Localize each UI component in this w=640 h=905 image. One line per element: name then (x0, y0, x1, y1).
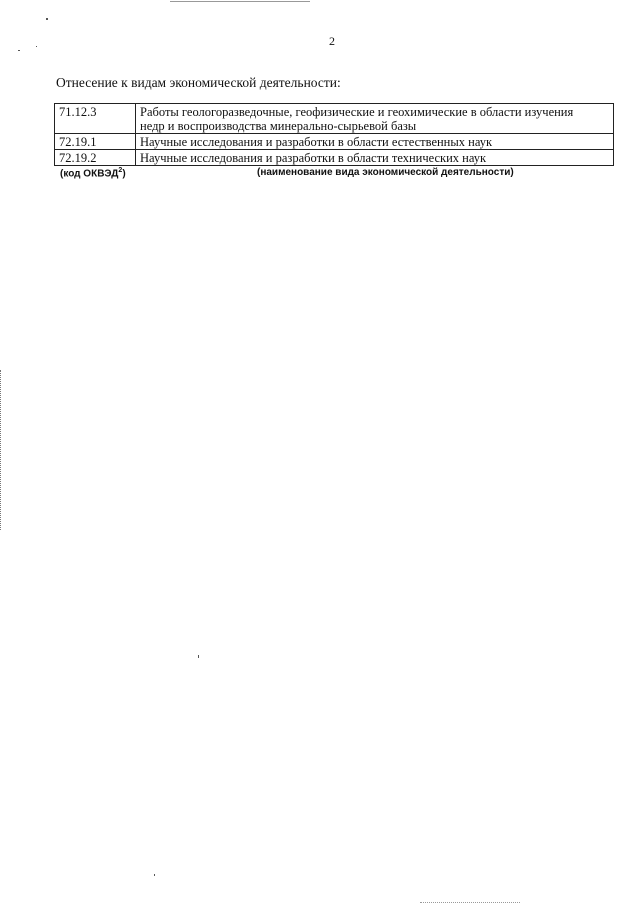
scan-artifact (154, 874, 155, 876)
scan-artifact (0, 370, 2, 530)
activity-name: Научные исследования и разработки в области технических наук (136, 150, 614, 166)
table-row (55, 104, 614, 134)
activity-code: 72.19.1 (55, 134, 136, 150)
activity-table (54, 103, 614, 166)
name-caption: (наименование вида экономической деятельности) (257, 167, 514, 178)
footnote-marker: 2 (118, 167, 123, 174)
table-row (55, 150, 614, 166)
table-row (55, 134, 614, 150)
code-caption (60, 167, 126, 179)
scan-artifact (46, 18, 48, 20)
scan-artifact (170, 1, 310, 2)
activity-code: 71.12.3 (55, 104, 136, 134)
section-heading: Отнесение к видам экономической деятельности: (56, 75, 341, 90)
page-number: 2 (329, 34, 335, 48)
activity-name-line: недр и воспроизводства минерально-сырьевой базы (140, 119, 417, 133)
scan-artifact (420, 901, 520, 903)
activity-code: 72.19.2 (55, 150, 136, 166)
code-caption-text: (код ОКВЭД (60, 168, 119, 180)
activity-name-line: Работы геологоразведочные, геофизические и геохимические в области изучения (140, 105, 574, 119)
code-caption-close: ) (122, 168, 126, 180)
activity-name (136, 104, 614, 134)
scan-artifact (18, 50, 20, 51)
activity-name: Научные исследования и разработки в области естественных наук (136, 134, 614, 150)
scan-artifact (198, 655, 199, 658)
